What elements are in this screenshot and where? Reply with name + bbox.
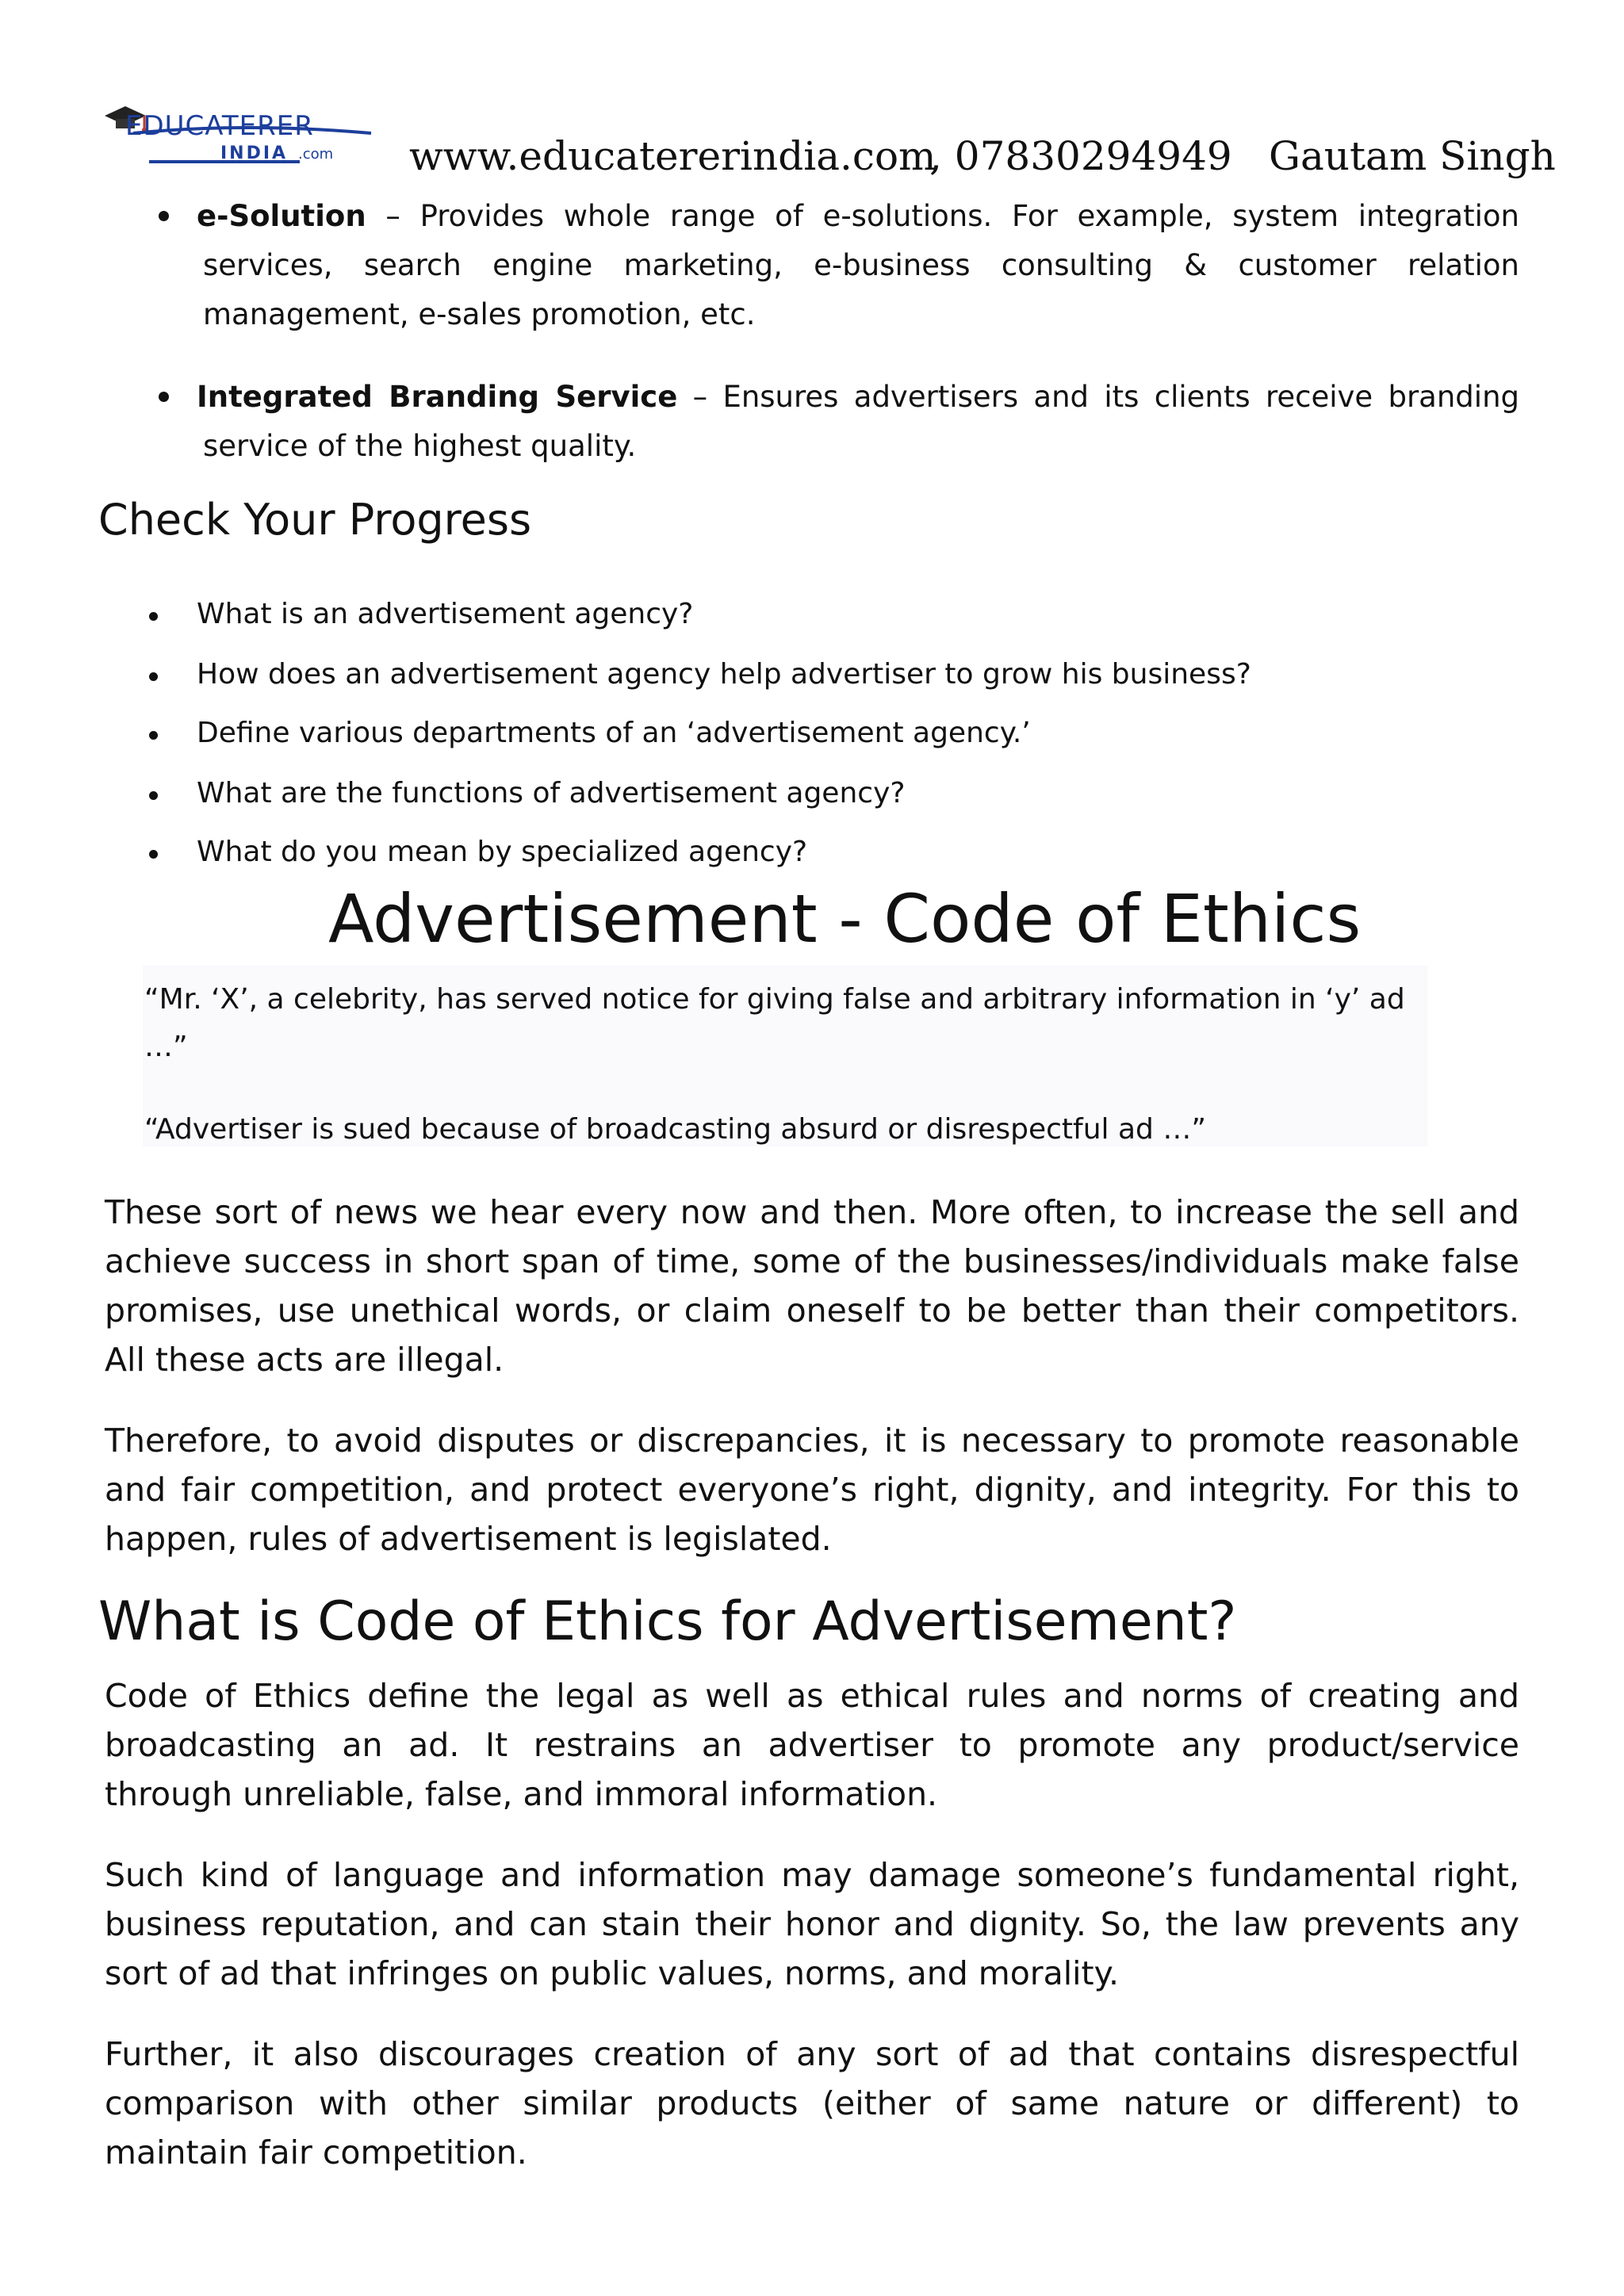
paragraph-line: Therefore, to avoid disputes or discrepancies, it is necessary to promote reasonable [105,1422,1519,1460]
header-author: Gautam Singh [1269,133,1556,179]
progress-question: What is an advertisement agency? [197,598,694,630]
educaterer-logo [102,98,387,170]
header-phone: , 07830294949 [929,133,1232,179]
paragraph-line: happen, rules of advertisement is legislated. [105,1520,832,1558]
bullet-icon [149,731,158,740]
progress-question: How does an advertisement agency help advertiser to grow his business? [197,658,1251,691]
paragraph-line: These sort of news we hear every now and then. More often, to increase the sell and [105,1193,1519,1231]
progress-question: What do you mean by specialized agency? [197,836,808,868]
paragraph-line: Such kind of language and information may damage someone’s fundamental right, [105,1856,1519,1894]
bullet-icon [149,850,158,859]
header-website[interactable]: www.educatererindia.com [409,133,936,179]
service-branding [197,373,1519,422]
logo-suffix: .com [298,146,334,163]
service-text-line: service of the highest quality. [203,429,637,463]
logo-top-text: EDUCATERER [125,110,314,142]
paragraph-line: comparison with other similar products (either of same nature or different) to [105,2084,1519,2122]
ethics-paragraph-1 [105,1188,1519,1384]
ethics-paragraph-2 [105,1416,1519,1563]
paragraph-line: achieve success in short span of time, some of the businesses/individuals make false [105,1242,1519,1280]
code-paragraph-2 [105,1850,1519,1998]
bullet-icon [149,791,158,800]
bullet-icon [149,672,158,681]
paragraph-line: and fair competition, and protect everyone’s right, dignity, and integrity. For this to [105,1471,1519,1509]
service-dash: – [366,199,420,233]
paragraph-line: maintain fair competition. [105,2133,527,2172]
code-paragraph-1 [105,1671,1519,1819]
progress-question: What are the functions of advertisement agency? [197,777,906,809]
paragraph-line: promises, use unethical words, or claim oneself to be better than their competitors. [105,1292,1519,1330]
service-term: Integrated Branding Service [197,380,678,414]
service-branding-cont [203,422,1519,471]
logo-graphic [102,98,387,170]
service-text-line: services, search engine marketing, e-business consulting & customer relation [203,248,1519,282]
paragraph-line: business reputation, and can stain their honor and dignity. So, the law prevents any [105,1905,1519,1943]
logo-bottom-text: INDIA [220,144,289,163]
quote-line: “Mr. ‘X’, a celebrity, has served notice for giving false and arbitrary information in ‘y’ ad [144,983,1405,1016]
check-progress-heading: Check Your Progress [98,495,532,545]
quote-line: …” [144,1031,188,1063]
service-e-solution [197,192,1519,241]
bullet-icon [149,612,158,621]
service-e-solution-cont [203,241,1519,339]
paragraph-line: Code of Ethics define the legal as well as ethical rules and norms of creating and [105,1677,1519,1715]
code-paragraph-3 [105,2030,1519,2177]
service-term: e-Solution [197,199,366,233]
ethics-title: Advertisement - Code of Ethics [328,880,1362,958]
bullet-icon [159,211,169,221]
service-text-line: management, e-sales promotion, etc. [203,297,756,331]
quote-line: “Advertiser is sued because of broadcasting absurd or disrespectful ad …” [144,1113,1206,1146]
code-of-ethics-heading: What is Code of Ethics for Advertisement? [98,1590,1237,1653]
service-text-line: Provides whole range of e-solutions. For example, system integration [419,199,1519,233]
paragraph-line: Further, it also discourages creation of any sort of ad that contains disrespectful [105,2035,1519,2073]
bullet-icon [159,392,169,402]
paragraph-line: sort of ad that infringes on public values, norms, and morality. [105,1954,1120,1992]
paragraph-line: through unreliable, false, and immoral information. [105,1775,938,1813]
service-dash: – [677,380,723,414]
paragraph-line: All these acts are illegal. [105,1341,504,1379]
progress-question: Define various departments of an ‘advertisement agency.’ [197,717,1031,749]
paragraph-line: broadcasting an ad. It restrains an advertiser to promote any product/service [105,1726,1519,1764]
service-text-line: Ensures advertisers and its clients receive branding [722,380,1520,414]
